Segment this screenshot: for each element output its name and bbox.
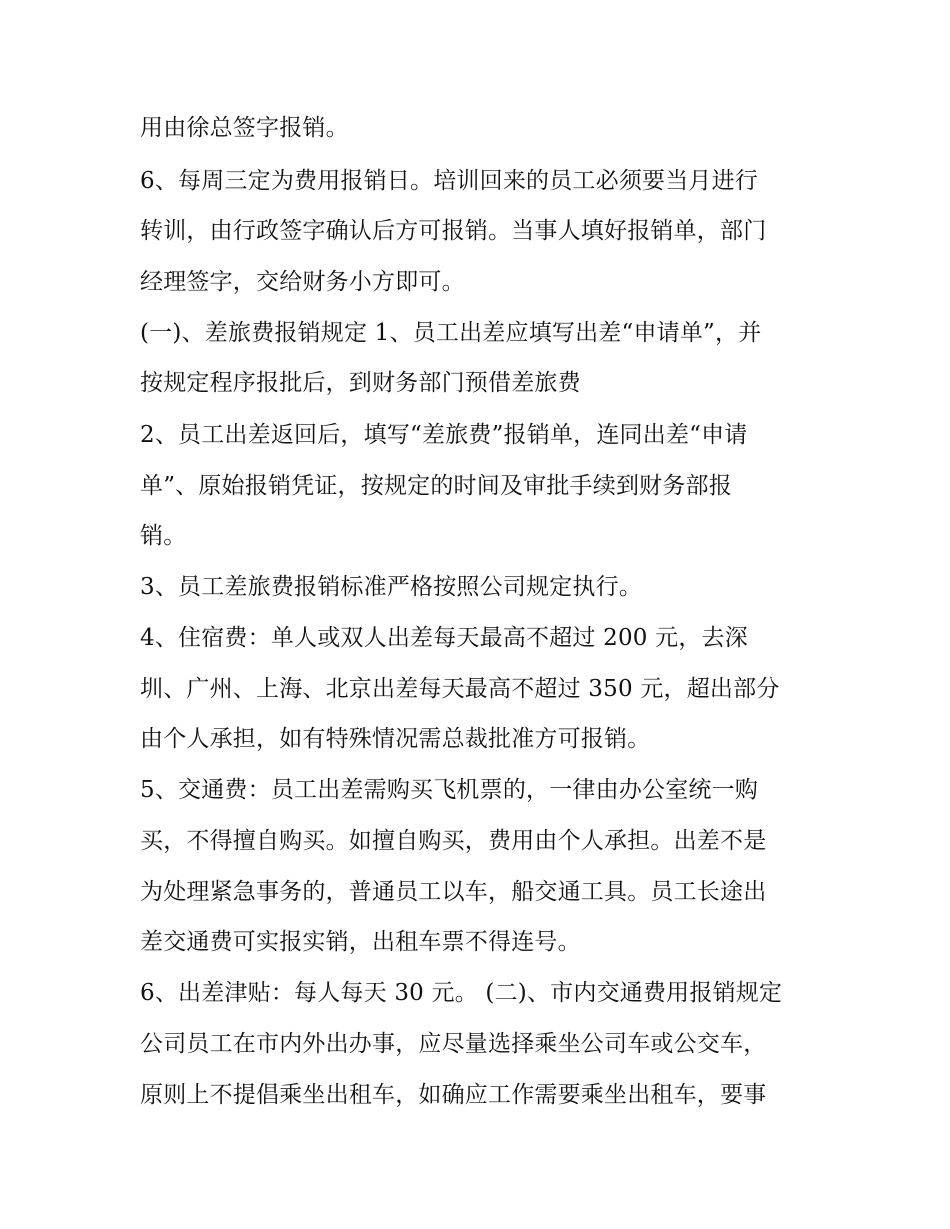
text-line: 买，不得擅自购买。如擅自购买，费用由个人承担。出差不是: [140, 828, 767, 854]
text-line: (一)、差旅费报销规定 1、员工出差应填写出差“申请单”，并: [140, 320, 762, 346]
text-line: 4、住宿费：单人或双人出差每天最高不超过 200 元，去深: [140, 625, 748, 651]
text-line: 差交通费可实报实销，出租车票不得连号。: [140, 929, 581, 955]
text-line: 圳、广州、上海、北京出差每天最高不超过 350 元，超出部分: [140, 676, 780, 702]
text-line: 由个人承担，如有特殊情况需总裁批准方可报销。: [140, 726, 651, 752]
text-line: 单”、原始报销凭证，按规定的时间及审批手续到财务部报: [140, 473, 732, 499]
text-line: 6、出差津贴：每人每天 30 元。 (二)、市内交通费用报销规定: [140, 980, 783, 1006]
text-line: 公司员工在市内外出办事，应尽量选择乘坐公司车或公交车，: [140, 1031, 767, 1057]
text-line: 3、员工差旅费报销标准严格按照公司规定执行。: [140, 574, 643, 600]
text-line: 按规定程序报批后，到财务部门预借差旅费: [140, 370, 581, 396]
text-line: 销。: [140, 523, 187, 549]
text-line: 经理签字，交给财务小方即可。: [140, 269, 465, 295]
text-line: 为处理紧急事务的，普通员工以车，船交通工具。员工长途出: [140, 879, 767, 905]
text-line: 转训，由行政签字确认后方可报销。当事人填好报销单，部门: [140, 218, 767, 244]
text-line: 原则上不提倡乘坐出租车，如确应工作需要乘坐出租车，要事: [140, 1082, 767, 1108]
text-line: 用由徐总签字报销。: [140, 115, 349, 141]
text-line: 5、交通费：员工出差需购买飞机票的，一律由办公室统一购: [140, 777, 759, 803]
text-line: 2、员工出差返回后，填写“差旅费”报销单，连同出差“申请: [140, 422, 748, 448]
text-line: 6、每周三定为费用报销日。培训回来的员工必须要当月进行: [140, 168, 759, 194]
